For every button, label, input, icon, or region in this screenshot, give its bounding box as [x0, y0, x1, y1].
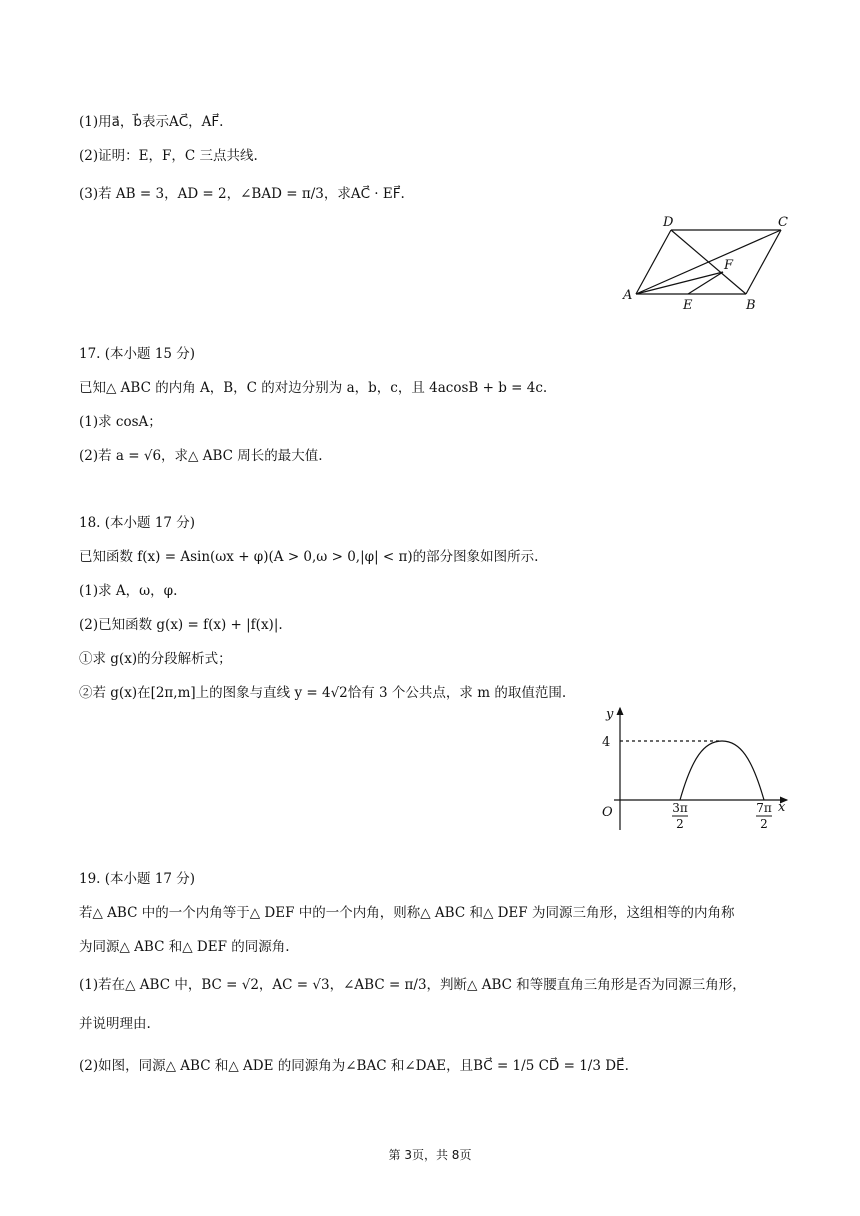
page-footer: 第 3页，共 8页: [388, 1148, 472, 1162]
label-d: D: [663, 215, 674, 230]
label-f: F: [724, 258, 734, 273]
q17-part1: (1)求 cosA；: [79, 414, 162, 430]
side-bc: [746, 230, 781, 294]
sine-graph-figure: [592, 700, 802, 840]
q17-part2: (2)若 a = √6，求△ ABC 周长的最大值.: [79, 448, 323, 464]
q17-stem: 已知△ ABC 的内角 A，B，C 的对边分别为 a，b，c，且 4acosB + b = 4c.: [79, 380, 548, 396]
parallelogram-figure: [618, 210, 798, 315]
q19-stem-line2: 为同源△ ABC 和△ DEF 的同源角.: [79, 939, 290, 955]
q19-part2: (2)如图，同源△ ABC 和△ ADE 的同源角为∠BAC 和∠DAE，且BC⃗ = 1/5 CD⃗ = 1/3 DE⃗.: [79, 1058, 629, 1074]
q19-part1-line1: (1)若在△ ABC 中，BC = √2，AC = √3，∠ABC = π/3，判断△ ABC 和等腰直角三角形是否为同源三角形，: [79, 977, 746, 993]
segment-ef: [688, 272, 723, 294]
q19-stem-line1: 若△ ABC 中的一个内角等于△ DEF 中的一个内角，则称△ ABC 和△ DEF 为同源三角形，这组相等的内角称: [79, 905, 735, 921]
q18-part2: (2)已知函数 g(x) = f(x) + |f(x)|.: [79, 617, 283, 633]
sine-curve: [680, 741, 764, 800]
label-a: A: [623, 288, 633, 303]
q16-part3: (3)若 AB = 3，AD = 2，∠BAD = π/3，求AC⃗ · EF⃗.: [79, 186, 405, 202]
q18-sub2: ②若 g(x)在[2π,m]上的图象与直线 y = 4√2恰有 3 个公共点，求 m 的取值范围.: [79, 685, 567, 701]
x-tick-3pi-den: 2: [676, 817, 684, 831]
q18-header: 18. (本小题 17 分): [79, 515, 196, 531]
origin-label: O: [602, 805, 613, 820]
q16-part2: (2)证明：E，F，C 三点共线.: [79, 148, 258, 164]
y-axis-label: y: [606, 707, 614, 722]
y-tick-4: 4: [602, 735, 611, 750]
q16-part1: (1)用a⃗，b⃗表示AC⃗，AF⃗.: [79, 114, 224, 130]
x-tick-3pi-num: 3π: [672, 801, 688, 815]
x-tick-7pi-num: 7π: [756, 801, 772, 815]
side-da: [636, 230, 671, 294]
q18-part1: (1)求 A，ω，φ.: [79, 583, 178, 599]
label-e: E: [683, 298, 693, 313]
q19-part1-line2: 并说明理由.: [79, 1016, 151, 1032]
diagonal-db: [671, 230, 746, 294]
q19-header: 19. (本小题 17 分): [79, 871, 196, 887]
q18-sub1: ①求 g(x)的分段解析式；: [79, 651, 232, 667]
q17-header: 17. (本小题 15 分): [79, 346, 196, 362]
x-axis-label: x: [778, 800, 786, 815]
label-b: B: [746, 298, 756, 313]
q18-stem: 已知函数 f(x) = Asin(ωx + φ)(A > 0,ω > 0,|φ| < π)的部分图象如图所示.: [79, 549, 539, 565]
label-c: C: [778, 215, 788, 230]
x-tick-7pi-den: 2: [760, 817, 768, 831]
